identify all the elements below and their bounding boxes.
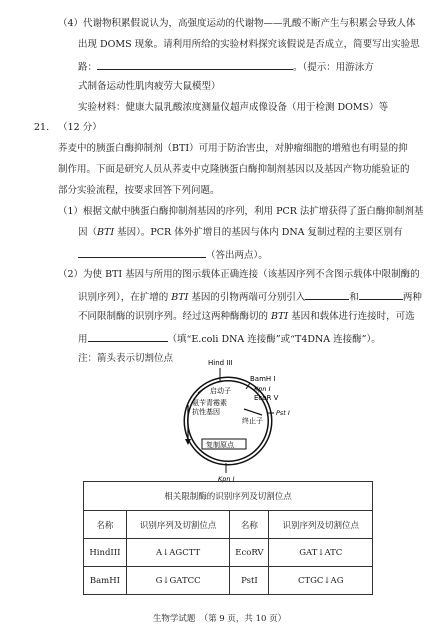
q21-s2-line-1: （2）为使 BTI 基因与所用的图示载体正确连接（该基因序列不含图示载体中限制酶的: [58, 269, 420, 280]
origin-label: 复制原点: [206, 441, 234, 449]
q4-line-4: 式制备运动性肌肉疲劳大鼠模型）: [78, 81, 221, 92]
q21-s2-blank-1[interactable]: [305, 290, 349, 300]
q21-s1-text-a: 因（: [78, 227, 98, 238]
q21-s2-blank-2[interactable]: [359, 290, 403, 300]
table-cell: G↓GATCC: [126, 567, 229, 595]
q21-s2-text-a: 识别序列），在扩增的: [78, 292, 169, 303]
q21-s1-text-b: 基因）。PCR 体外扩增目的基因与体内 DNA 复制过程的主要区别有: [114, 227, 403, 238]
table-header-row: [84, 511, 373, 539]
page-footer: 生物学试题 （第 9 页，共 10 页）: [152, 614, 287, 624]
header-cell: 名称: [230, 511, 269, 539]
q21-number: 21.: [34, 122, 50, 133]
terminator-arrow: [244, 409, 262, 415]
q21-s2-text-d: 两种: [402, 292, 422, 303]
q21-s2-gene: BTI: [168, 292, 192, 303]
q21-header: [34, 122, 102, 134]
q21-s2-gene-2: BTI: [268, 311, 292, 322]
header-cell: 名称: [84, 511, 127, 539]
hind-label: Hind III: [208, 359, 233, 367]
q21-intro-3: 部分实验流程，按要求回答下列问题。: [58, 185, 220, 196]
terminator-label: 终止子: [242, 417, 263, 425]
resistance-label-2: 抗性基因: [192, 408, 220, 416]
q21-s1-suffix: （答出两点）。: [206, 250, 268, 261]
q21-s1-line-1: （1）根据文献中胰蛋白酶抑制剂基因的序列，利用 PCR 法扩增获得了蛋白酶抑制剂基: [58, 206, 424, 217]
q4-line-2: 出现 DOMS 现象。请利用所给的实验材料探究该假说是否成立，简要写出实验思: [78, 39, 420, 50]
plasmid-diagram: [150, 353, 300, 483]
resistance-label-1: 氨苄青霉素: [192, 399, 227, 407]
kpn-bottom-label: Kpn I: [218, 475, 235, 483]
table-cell: PstI: [230, 567, 269, 595]
q21-s2-text-c: 和: [349, 292, 359, 303]
q21-s2-text-g: 用: [78, 334, 88, 345]
q21-s2-text-e: 不同限制酶的识别序列。经过这两种酶酶切的: [78, 311, 269, 322]
header-cell: 识别序列及切割位点: [126, 511, 229, 539]
table-row: [84, 567, 373, 595]
q4-materials: 实验材料：健康大鼠乳酸浓度测量仪超声成像设备（用于检测 DOMS）等: [78, 102, 389, 113]
promoter-label: 启动子: [210, 387, 231, 395]
q4-line-1: （4）代谢物积累假说认为，高强度运动的代谢物——乳酸不断产生与积累会导致人体: [58, 18, 416, 29]
table-caption: 相关限制酶的识别序列及切割位点: [84, 482, 373, 511]
ecor-label: EcoR V: [254, 394, 279, 402]
q4-answer-blank[interactable]: [97, 60, 293, 70]
q21-s2-line-4: [78, 332, 381, 346]
bamh-label: BamH I: [250, 375, 276, 383]
q21-s2-text-f: 基因和载体进行连接时，可选: [291, 311, 415, 322]
q21-s2-blank-3[interactable]: [88, 332, 168, 342]
table-cell: A↓AGCTT: [126, 539, 229, 567]
table-cell: BamHI: [84, 567, 127, 595]
q21-s2-text-b: 基因的引物两端可分别引入: [191, 292, 306, 303]
kpn-top-label: Kpn I: [254, 385, 271, 393]
q21-s1-line-2: [78, 227, 403, 239]
q21-intro-1: 荞麦中的胰蛋白酶抑制剂（BTI）可用于防治害虫，对肿瘤细胞的增殖也有明显的抑: [58, 143, 408, 154]
q21-s1-line-3: [78, 248, 268, 262]
table-cell: GAT↓ATC: [269, 539, 373, 567]
q21-s1-gene: BTI: [97, 227, 115, 238]
q4-line-3-prefix: 路：: [78, 62, 98, 73]
q21-note: 注：箭头表示切割位点: [78, 353, 174, 364]
q21-s2-text-h: （填“E.coli DNA 连接酶”或“T4DNA 连接酶”）。: [167, 334, 381, 345]
pst-label: Pst I: [276, 409, 290, 417]
header-cell: 识别序列及切割位点: [269, 511, 373, 539]
table-cell: CTGC↓AG: [269, 567, 373, 595]
q4-line-3-suffix: 。（提示：用游泳方: [293, 62, 374, 73]
enzyme-table: [83, 481, 373, 595]
table-caption-row: [84, 482, 373, 511]
q21-s1-answer-blank[interactable]: [78, 248, 206, 258]
q4-line-3: [78, 60, 374, 74]
q21-score: （12 分）: [58, 122, 102, 133]
q21-s2-line-3: [78, 311, 415, 323]
q21-intro-2: 制作用。下面是研究人员从荞麦中克隆胰蛋白酶抑制剂基因以及基因产物功能验证的: [58, 164, 410, 175]
table-cell: EcoRV: [230, 539, 269, 567]
q21-s2-line-2: [78, 290, 422, 304]
table-row: [84, 539, 373, 567]
table-cell: HindIII: [84, 539, 127, 567]
